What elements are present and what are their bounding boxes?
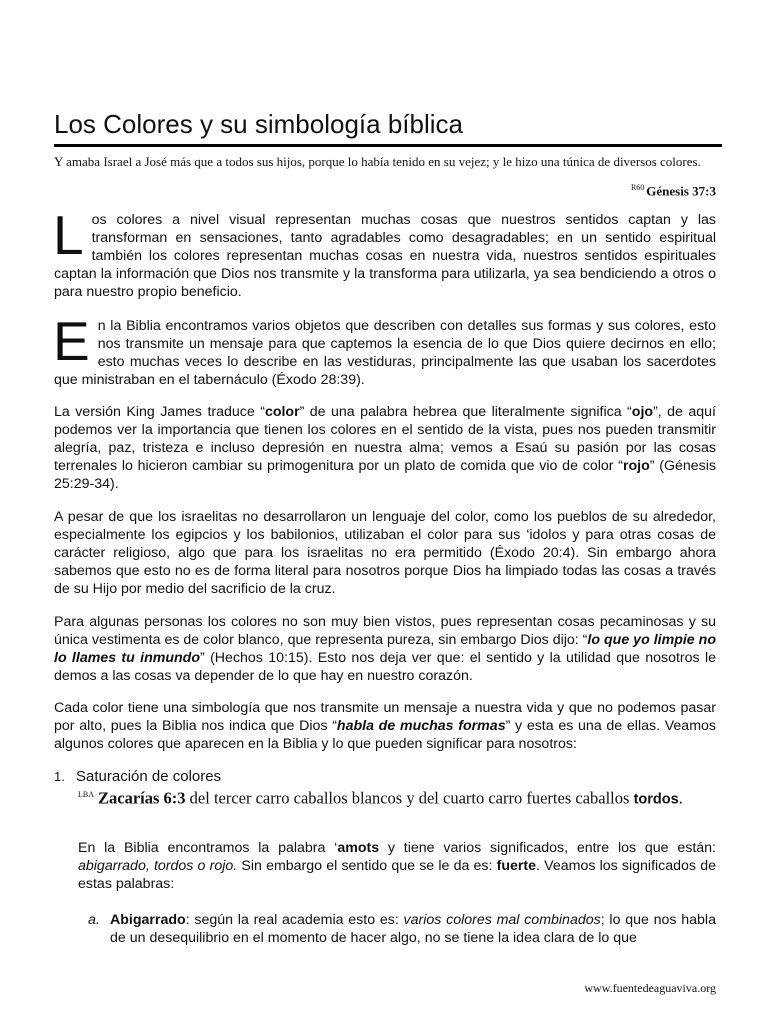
bold-term: rojo (622, 458, 650, 474)
list-item-text (110, 911, 716, 947)
bold-term: fuerte (496, 858, 537, 874)
bold-term: amots (337, 840, 380, 856)
drop-cap: L (53, 204, 84, 266)
bible-version-label: R60 (630, 183, 645, 192)
paragraph-3 (54, 403, 716, 493)
text-run: ” y esta es una de ellas. Veamos algunos colores que aparecen en la Biblia y lo que pueden significar para nosotros: (54, 718, 716, 752)
bold-term: color (264, 404, 300, 420)
list-marker: a. (88, 912, 100, 928)
bold-term: tordos (633, 791, 679, 808)
epigraph-citation (631, 183, 716, 199)
paragraph-text: n la Biblia encontramos varios objetos que describen con detalles sus formas y sus colores, esto nos transmite un mensaje para que captemos la esencia de lo que Dios quiere decirnos en ello; esto muchas veces lo describe en las vestiduras, principalmente las que usaban los sacerdotes que ministraban en el tabernáculo (Éxodo 28:39). (54, 318, 716, 388)
text-run: ” de una palabra hebrea que literalmente significa “ (299, 404, 632, 420)
bold-term: ojo (631, 404, 654, 420)
section-heading (54, 767, 221, 787)
paragraph-4: A pesar de que los israelitas no desarrollaron un lenguaje del color, como los pueblos de su alrededor, especialmente los egipcios y los babilonios, utilizaban el color para sus ‘idolos y para otras cosas de carácter religioso, algo que para los israelitas no era permitido (Éxodo 20:4). Sin embargo ahora sabemos que esto no es de forma literal para nosotros porque Dios ha limpiado todas las cosas a través de su Hijo por medio del sacrificio de la cruz. (54, 509, 716, 597)
section-verse (78, 785, 718, 810)
text-run: ”, de aquí podemos ver la importancia que tienen los colores en el sentido de la vista, pues nos pueden transmitir alegría, paz, tristeza e incluso depresión en nuestra alma; vemos a Esaú su pasión por las cosas terrenales lo hicieron cambiar su primogenitura por un plato de comida que vio de color “ (54, 404, 716, 474)
verse-text: del tercer carro caballos blancos y del cuarto carro fuertes caballos (185, 788, 634, 808)
section-number: 1. (54, 769, 65, 784)
bold-italic-quote: habla de muchas formas (336, 718, 506, 734)
text-run: y tiene varios significados, entre los que están: (379, 840, 716, 856)
text-run: ” (Hechos 10:15). Esto nos deja ver que: el sentido y la utilidad que nosotros le demos a las cosas va depender de lo que hay en nuestro corazón. (54, 650, 716, 684)
text-run: Sin embargo el sentido que se le da es: (237, 858, 497, 874)
bible-version-label: LBA (78, 790, 94, 799)
text-run: . Veamos los significados de estas palabras: (78, 858, 716, 892)
italic-term: abigarrado, tordos o rojo. (78, 858, 238, 874)
text-run: ” (Génesis 25:29-34). (54, 458, 716, 492)
section-paragraph (78, 839, 716, 893)
bible-reference: Zacarías 6:3 (98, 788, 186, 808)
text-run: ; lo que nos habla de un desequilibrio en el momento de hacer algo, no se tiene la idea clara de lo que (110, 912, 716, 946)
paragraph-text: os colores a nivel visual representan muchas cosas que nuestros sentidos captan y las transforman en sensaciones, tanto agradables como desagradables; en un sentido espiritual también los colores representan muchas cosas en nuestra vida, nuestros sentidos espirituales captan la información que Dios nos transmite y la transforma para utilizarla, ya sea bendiciendo a otros o para nuestro propio beneficio. (54, 212, 716, 300)
paragraph-2 (53, 310, 716, 389)
text-run: En la Biblia encontramos la palabra ‘ (78, 840, 338, 856)
bold-italic-quote: lo que yo limpie no lo llames tu inmundo (54, 632, 716, 666)
section-title: Saturación de colores (76, 768, 222, 785)
epigraph-verse: Y amaba Israel a José más que a todos sus hijos, porque lo había tenido en su vejez; y le hizo una túnica de diversos colores. (54, 154, 701, 169)
text-run: : según la real academia esto es: (185, 912, 404, 928)
page-title: Los Colores y su simbología bíblica (54, 107, 722, 147)
text-run: . (678, 788, 683, 808)
paragraph-1 (53, 204, 716, 301)
footer-url: www.fuentedeaguaviva.org (584, 981, 716, 995)
bible-reference: Génesis 37:3 (646, 183, 716, 199)
bold-term: Abigarrado (110, 912, 186, 928)
drop-cap: E (53, 310, 90, 372)
text-run: Cada color tiene una simbología que nos transmite un mensaje a nuestra vida y que no podemos pasar por alto, pues la Biblia nos indica que Dios “ (54, 700, 716, 734)
italic-term: varios colores mal combinados (403, 912, 601, 928)
text-run: La versión King James traduce “ (54, 404, 265, 420)
text-run: Para algunas personas los colores no son muy bien vistos, pues representan cosas pecaminosas y su única vestimenta es de color blanco, que representa pureza, sin embargo Dios dijo: “ (54, 614, 716, 648)
paragraph-6 (54, 699, 716, 753)
paragraph-5 (54, 613, 716, 685)
list-item (88, 911, 716, 947)
